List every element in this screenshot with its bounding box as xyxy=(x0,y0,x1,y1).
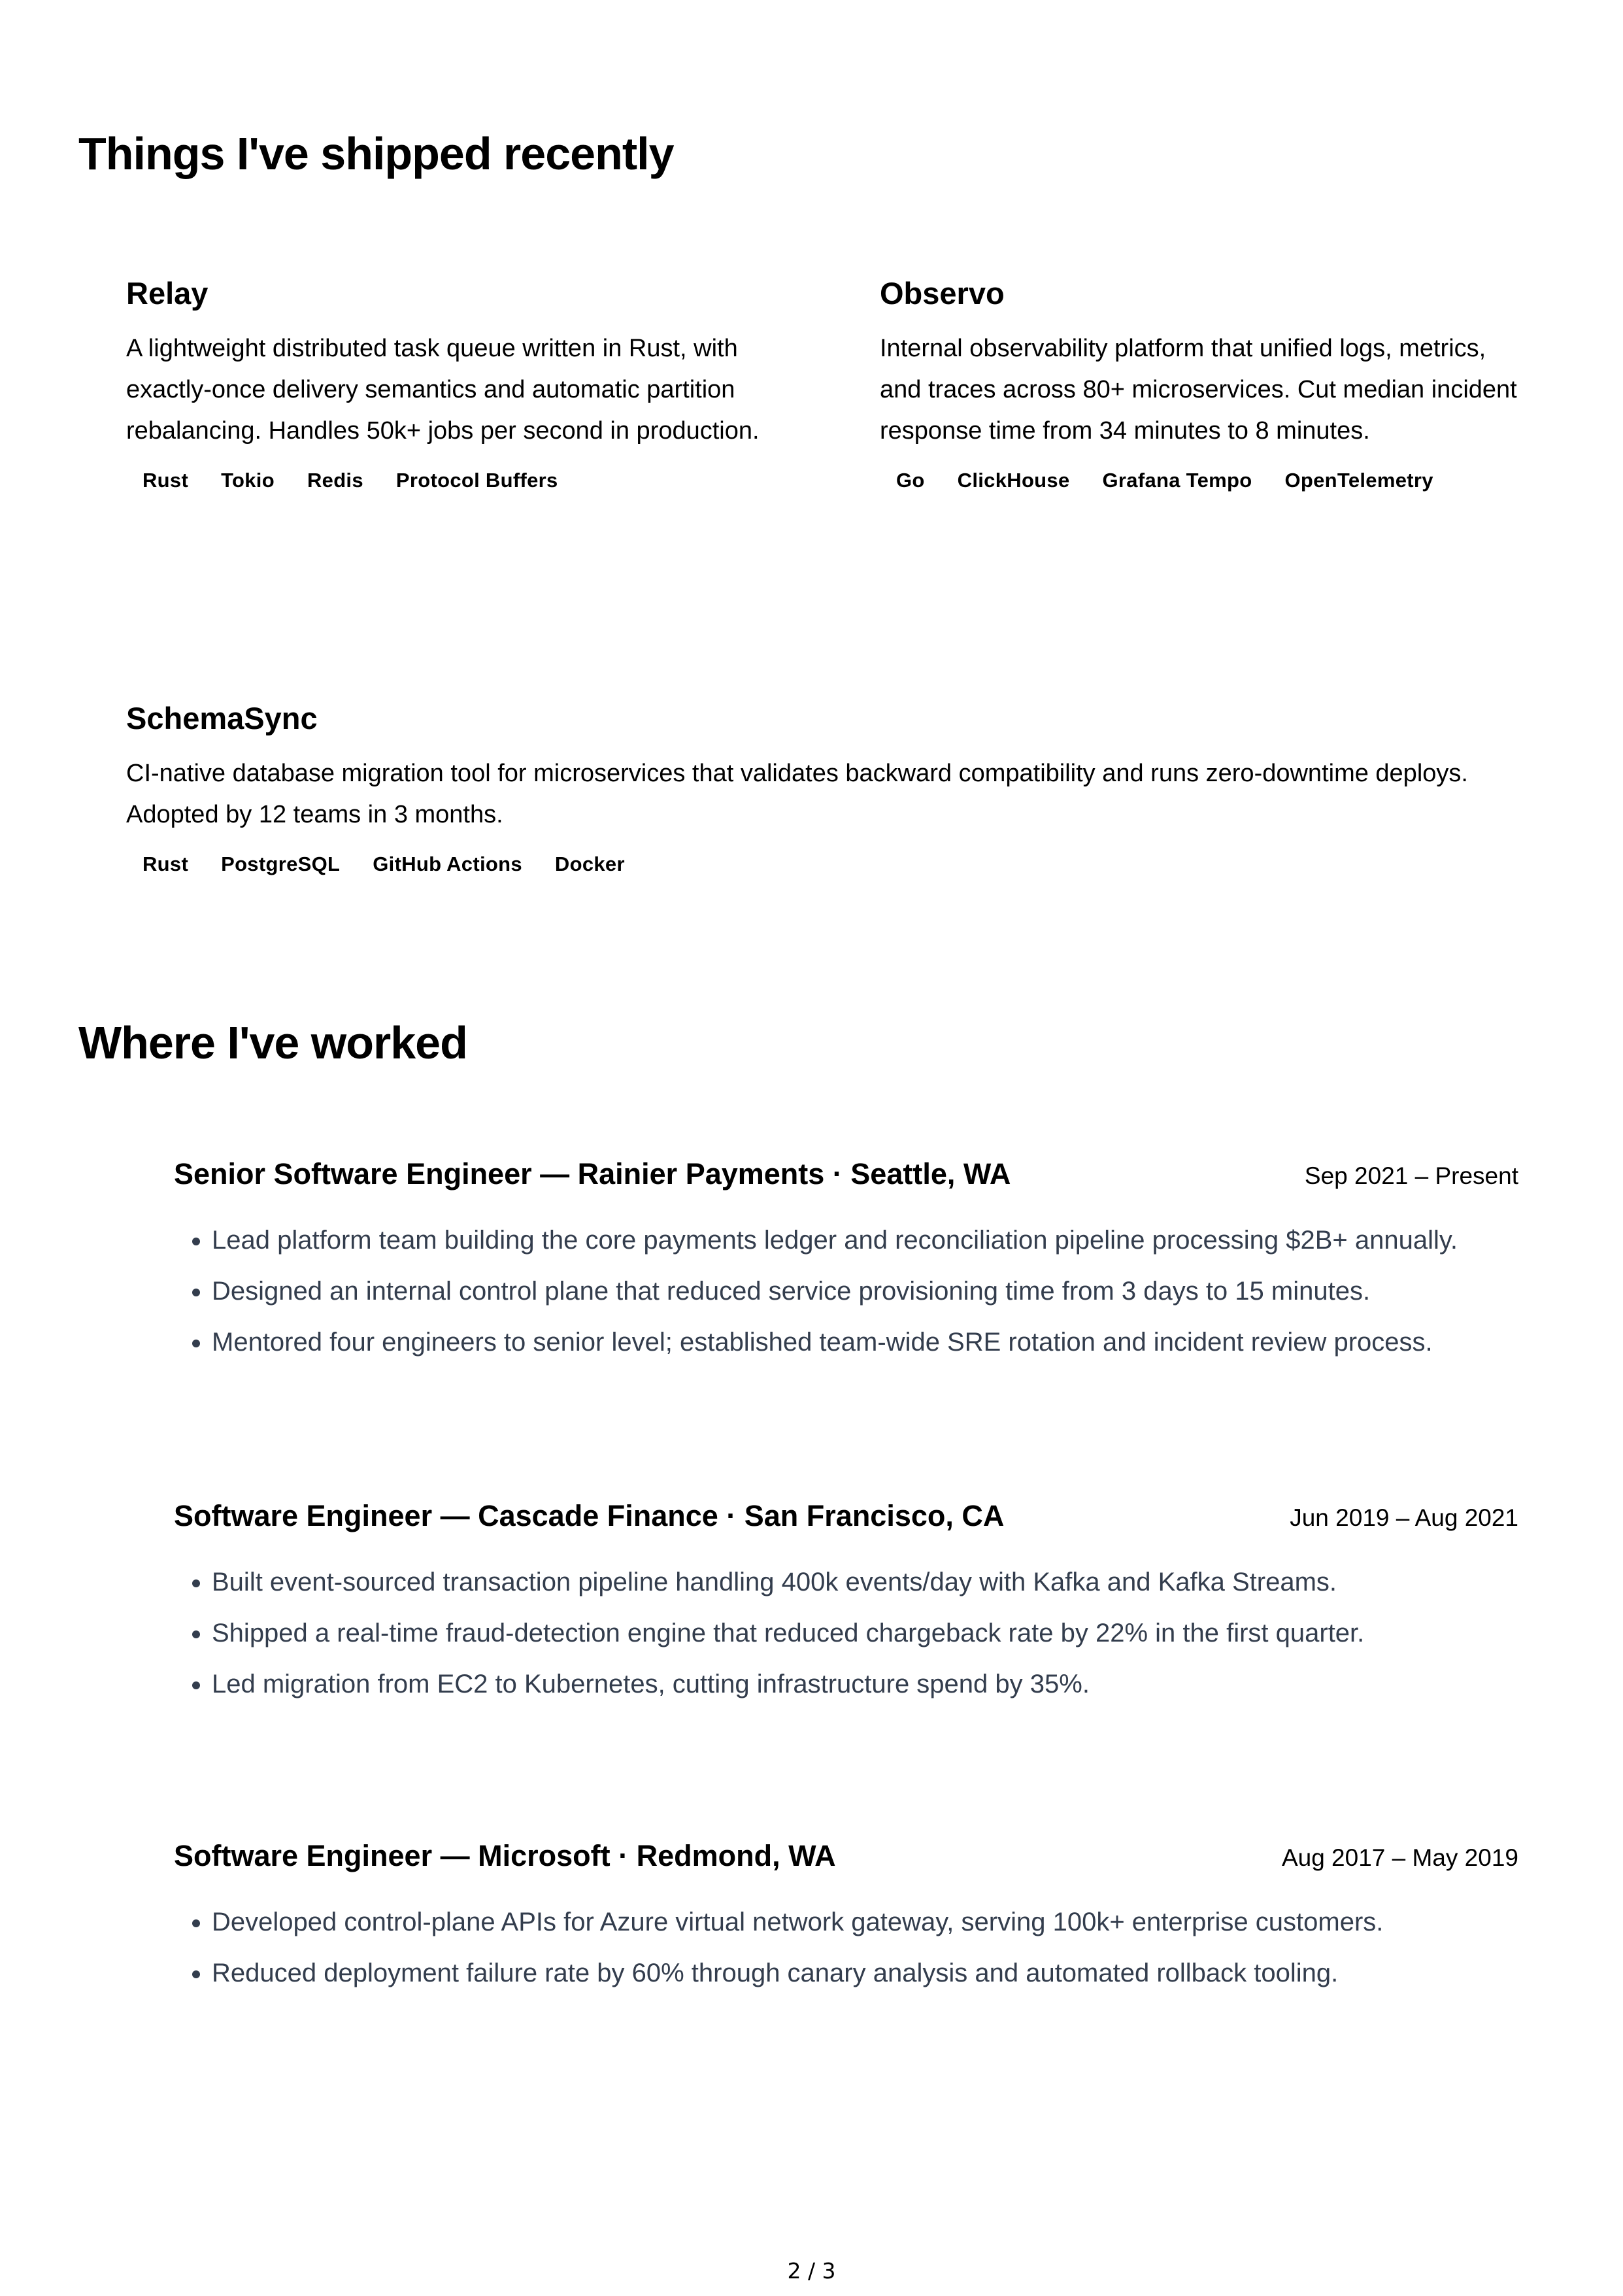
tag: Tokio xyxy=(221,469,275,492)
list-item: • Led migration from EC2 to Kubernetes, cutting infrastructure spend by 35%. xyxy=(212,1659,1518,1710)
list-item: • Designed an internal control plane that reduced service provisioning time from 3 days to 15 minutes. xyxy=(212,1266,1518,1317)
tag: Rust xyxy=(142,853,189,875)
job-title: Software Engineer — Microsoft · Redmond, WA xyxy=(174,1839,836,1872)
list-item: • Developed control-plane APIs for Azure virtual network gateway, serving 100k+ enterprise customers. xyxy=(212,1897,1518,1948)
work-heading: Where I've worked xyxy=(78,1017,467,1068)
tag-list xyxy=(126,854,1531,874)
list-item: • Mentored four engineers to senior level; established team-wide SRE rotation and incident review process. xyxy=(212,1317,1518,1368)
project-description: Internal observability platform that unified logs, metrics, and traces across 80+ microservices. Cut median incident response time from 34 minutes to 8 minutes. xyxy=(880,335,1517,445)
project-title: Relay xyxy=(126,276,209,311)
tag: Grafana Tempo xyxy=(1102,469,1252,492)
job-bullets xyxy=(174,1215,1518,1368)
project-description: A lightweight distributed task queue written in Rust, with exactly-once delivery semantics and automatic partition rebalancing. Handles 50k+ jobs per second in production. xyxy=(126,335,760,445)
list-item: • Reduced deployment failure rate by 60% through canary analysis and automated rollback tooling. xyxy=(212,1948,1518,1999)
job-entry xyxy=(174,1499,1518,1710)
project-description: CI-native database migration tool for microservices that validates backward compatibility and runs zero-downtime deploys. Adopted by 12 teams in 3 months. xyxy=(126,760,1468,828)
project-title: SchemaSync xyxy=(126,701,318,735)
page-number: 2 / 3 xyxy=(787,2258,836,2284)
tag-list xyxy=(126,470,767,490)
tag-list xyxy=(880,470,1520,490)
tag: OpenTelemetry xyxy=(1284,469,1433,492)
job-title: Senior Software Engineer — Rainier Payments · Seattle, WA xyxy=(174,1157,1011,1190)
project-title: Observo xyxy=(880,276,1005,311)
project-card-schemasync xyxy=(126,703,1531,874)
job-title: Software Engineer — Cascade Finance · San Francisco, CA xyxy=(174,1499,1005,1532)
job-dates: Jun 2019 – Aug 2021 xyxy=(1290,1504,1518,1531)
projects-heading: Things I've shipped recently xyxy=(78,128,674,179)
tag: PostgreSQL xyxy=(221,853,341,875)
job-bullets xyxy=(174,1897,1518,1999)
tag: GitHub Actions xyxy=(373,853,522,875)
job-entry xyxy=(174,1157,1518,1368)
job-entry xyxy=(174,1839,1518,1999)
job-bullets xyxy=(174,1557,1518,1710)
list-item: • Built event-sourced transaction pipeline handling 400k events/day with Kafka and Kafka Streams. xyxy=(212,1557,1518,1608)
tag: Rust xyxy=(142,469,189,492)
tag: Go xyxy=(896,469,925,492)
tag: ClickHouse xyxy=(957,469,1070,492)
job-dates: Sep 2021 – Present xyxy=(1304,1162,1518,1189)
project-card-observo xyxy=(880,278,1520,490)
job-dates: Aug 2017 – May 2019 xyxy=(1281,1844,1518,1871)
list-item: • Lead platform team building the core payments ledger and reconciliation pipeline processing $2B+ annually. xyxy=(212,1215,1518,1266)
project-card-relay xyxy=(126,278,767,490)
list-item: • Shipped a real-time fraud-detection engine that reduced chargeback rate by 22% in the first quarter. xyxy=(212,1608,1518,1659)
tag: Redis xyxy=(307,469,363,492)
tag: Protocol Buffers xyxy=(395,469,558,492)
tag: Docker xyxy=(554,853,625,875)
